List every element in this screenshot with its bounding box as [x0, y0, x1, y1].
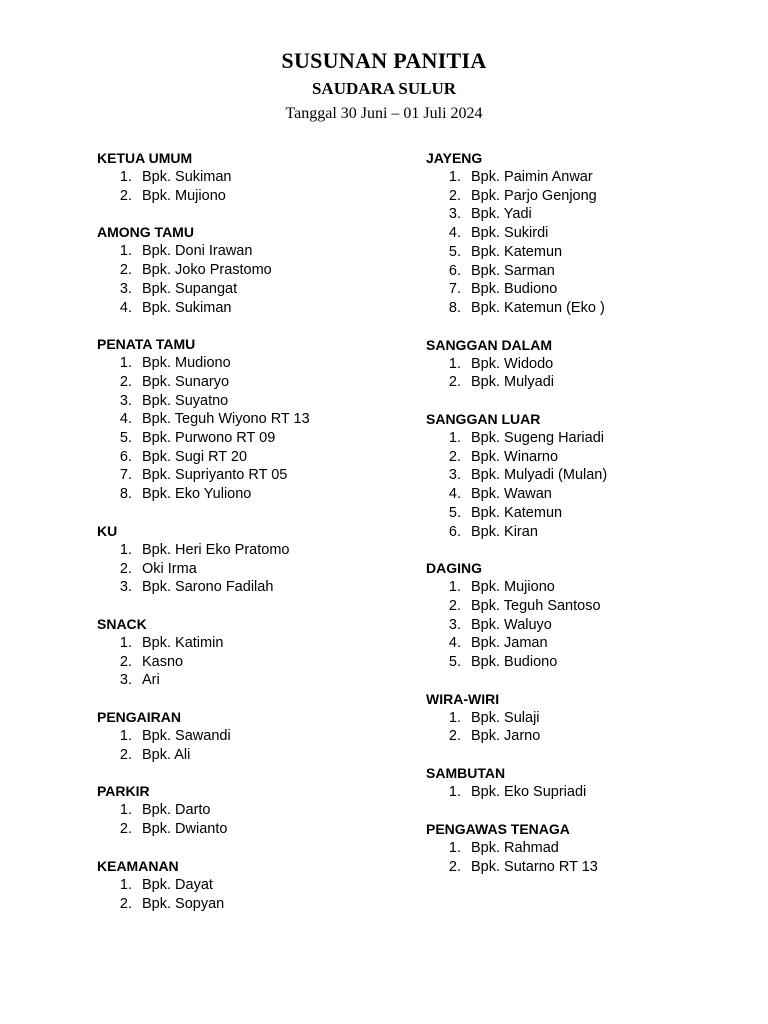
member-name: Bpk. Mujiono	[471, 579, 555, 596]
member-name: Bpk. Eko Yuliono	[142, 486, 252, 503]
list-item	[426, 504, 726, 523]
member-name: Bpk. Eko Supriadi	[471, 784, 587, 801]
section-title: PENATA TAMU	[97, 336, 196, 353]
list-number: 2.	[448, 858, 461, 875]
member-name: Bpk. Katemun	[471, 504, 563, 521]
member-name: Bpk. Rahmad	[471, 839, 559, 856]
member-list	[426, 429, 726, 541]
list-item	[426, 578, 726, 597]
list-number: 4.	[448, 225, 461, 242]
section-pengawas-tenaga	[426, 820, 726, 876]
list-item	[426, 597, 726, 616]
member-name: Bpk. Teguh Wiyono RT 13	[142, 411, 310, 428]
member-name: Bpk. Sunaryo	[142, 373, 230, 390]
list-item	[97, 392, 397, 411]
list-number: 1.	[119, 541, 132, 558]
section-jayeng	[426, 149, 726, 318]
member-name: Bpk. Sugeng Hariadi	[471, 430, 604, 447]
list-number: 2.	[448, 374, 461, 391]
list-item	[97, 727, 397, 746]
list-item	[426, 187, 726, 206]
section-sanggan-dalam	[426, 336, 726, 392]
member-name: Bpk. Jaman	[471, 635, 548, 652]
list-number: 2.	[448, 187, 461, 204]
list-item	[97, 280, 397, 299]
member-name: Bpk. Heri Eko Pratomo	[142, 541, 290, 558]
list-number: 3.	[448, 616, 461, 633]
member-list	[426, 355, 726, 392]
list-number: 1.	[448, 355, 461, 372]
list-number: 7.	[119, 467, 132, 484]
member-list	[97, 634, 397, 690]
member-name: Bpk. Joko Prastomo	[142, 262, 272, 279]
member-name: Bpk. Sukiman	[142, 169, 232, 185]
section-title: KETUA UMUM	[97, 150, 193, 166]
list-item	[97, 895, 397, 914]
section-title: JAYENG	[426, 150, 483, 166]
list-item	[426, 299, 726, 318]
member-list	[97, 727, 397, 764]
list-item	[426, 373, 726, 392]
member-list	[426, 783, 726, 802]
member-name: Bpk. Parjo Genjong	[471, 187, 597, 204]
member-name: Ari	[142, 672, 160, 689]
member-name: Bpk. Sulaji	[471, 709, 540, 726]
member-name: Bpk. Suyatno	[142, 392, 229, 409]
list-item	[426, 429, 726, 448]
member-name: Bpk. Kiran	[471, 523, 538, 540]
list-item	[97, 261, 397, 280]
list-number: 2.	[119, 560, 132, 577]
section-title: SANGGAN DALAM	[426, 336, 552, 353]
list-number: 3.	[119, 392, 132, 409]
list-number: 2.	[119, 821, 132, 838]
section-ku	[97, 522, 397, 597]
member-name: Bpk. Wawan	[471, 486, 552, 503]
member-name: Bpk. Mujiono	[142, 187, 226, 204]
list-number: 2.	[119, 746, 132, 763]
member-name: Bpk. Ali	[142, 746, 191, 763]
list-item	[97, 242, 397, 261]
member-name: Bpk. Sugi RT 20	[142, 448, 248, 465]
section-title: PARKIR	[97, 783, 150, 800]
member-name: Bpk. Dayat	[142, 876, 213, 893]
section-title: KU	[97, 522, 118, 539]
list-number: 1.	[119, 169, 132, 185]
member-name: Bpk. Supriyanto RT 05	[142, 467, 288, 484]
member-list	[426, 839, 726, 876]
member-name: Bpk. Winarno	[471, 448, 559, 465]
section-title: DAGING	[426, 560, 482, 577]
list-item	[97, 578, 397, 597]
section-penata-tamu	[97, 335, 397, 504]
section-pengairan	[97, 708, 397, 764]
list-number: 4.	[448, 486, 461, 503]
list-number: 2.	[119, 895, 132, 912]
list-number: 1.	[448, 579, 461, 596]
list-item	[97, 429, 397, 448]
section-title: KEAMANAN	[97, 857, 179, 874]
member-name: Bpk. Widodo	[471, 355, 554, 372]
member-list	[426, 709, 726, 746]
list-item	[426, 355, 726, 374]
member-name: Bpk. Mulyadi (Mulan)	[471, 467, 608, 484]
member-name: Bpk. Sarono Fadilah	[142, 579, 274, 596]
list-item	[426, 783, 726, 802]
list-item	[97, 746, 397, 765]
member-name: Bpk. Jarno	[471, 728, 541, 745]
list-number: 8.	[119, 486, 132, 503]
left-column	[97, 149, 397, 931]
list-number: 1.	[119, 728, 132, 745]
list-item	[426, 466, 726, 485]
member-name: Bpk. Katemun	[471, 243, 563, 260]
list-number: 3.	[448, 206, 461, 223]
section-daging	[426, 559, 726, 672]
document-date: Tanggal 30 Juni – 01 Juli 2024	[285, 105, 483, 122]
list-number: 5.	[448, 243, 461, 260]
list-number: 1.	[119, 876, 132, 893]
list-number: 2.	[448, 728, 461, 745]
list-number: 5.	[448, 504, 461, 521]
list-item	[97, 299, 397, 318]
member-name: Bpk. Supangat	[142, 280, 238, 297]
section-wira-wiri	[426, 690, 726, 746]
list-number: 1.	[119, 802, 132, 819]
member-name: Kasno	[142, 653, 184, 670]
list-item	[426, 243, 726, 262]
member-name: Bpk. Budiono	[471, 281, 558, 298]
list-number: 2.	[119, 373, 132, 390]
list-number: 2.	[448, 448, 461, 465]
list-item	[97, 485, 397, 504]
list-item	[97, 541, 397, 560]
member-name: Bpk. Mulyadi	[471, 374, 555, 391]
list-item	[97, 448, 397, 467]
list-number: 4.	[119, 411, 132, 428]
member-list	[97, 541, 397, 597]
list-number: 4.	[119, 299, 132, 316]
list-number: 1.	[119, 634, 132, 651]
list-number: 7.	[448, 281, 461, 298]
list-number: 1.	[448, 709, 461, 726]
list-item	[426, 727, 726, 746]
section-title: SANGGAN LUAR	[426, 411, 541, 428]
list-item	[426, 448, 726, 467]
list-item	[426, 168, 726, 187]
right-column	[426, 149, 726, 894]
document-header	[0, 48, 768, 124]
list-number: 1.	[119, 243, 132, 260]
member-name: Bpk. Sawandi	[142, 728, 231, 745]
member-name: Oki Irma	[142, 560, 197, 577]
list-item	[97, 187, 397, 206]
member-list	[97, 876, 397, 913]
member-list	[426, 168, 726, 318]
member-name: Bpk. Teguh Santoso	[471, 597, 601, 614]
section-title: AMONG TAMU	[97, 224, 194, 241]
list-item	[97, 466, 397, 485]
member-list	[97, 354, 397, 504]
list-item	[97, 410, 397, 429]
list-item	[426, 205, 726, 224]
list-number: 8.	[448, 299, 461, 316]
list-item	[97, 354, 397, 373]
list-number: 5.	[119, 430, 132, 447]
member-name: Bpk. Katimin	[142, 634, 224, 651]
member-list	[97, 801, 397, 838]
member-name: Bpk. Katemun (Eko )	[471, 299, 605, 316]
list-number: 3.	[448, 467, 461, 484]
member-name: Bpk. Darto	[142, 802, 211, 819]
list-number: 5.	[448, 654, 461, 671]
member-name: Bpk. Waluyo	[471, 616, 552, 633]
list-item	[97, 671, 397, 690]
section-sanggan-luar	[426, 410, 726, 541]
document-title: SUSUNAN PANITIA	[281, 48, 487, 73]
list-item	[97, 653, 397, 672]
section-keamanan	[97, 857, 397, 913]
list-item	[426, 709, 726, 728]
member-name: Bpk. Sukiman	[142, 299, 232, 316]
member-name: Bpk. Paimin Anwar	[471, 169, 593, 185]
list-number: 2.	[448, 597, 461, 614]
member-name: Bpk. Yadi	[471, 206, 532, 223]
member-name: Bpk. Doni Irawan	[142, 243, 253, 260]
list-item	[426, 280, 726, 299]
member-name: Bpk. Sutarno RT 13	[471, 858, 598, 875]
list-item	[97, 876, 397, 895]
section-title: SAMBUTAN	[426, 765, 506, 782]
member-list	[426, 578, 726, 672]
member-name: Bpk. Sarman	[471, 262, 555, 279]
section-ketua-umum	[97, 149, 397, 205]
list-item	[426, 839, 726, 858]
list-item	[426, 485, 726, 504]
list-number: 6.	[119, 448, 132, 465]
list-number: 2.	[119, 262, 132, 279]
section-title: PENGAWAS TENAGA	[426, 820, 570, 837]
list-number: 1.	[448, 839, 461, 856]
document-subtitle: SAUDARA SULUR	[311, 79, 457, 98]
list-item	[426, 858, 726, 877]
member-list	[97, 168, 397, 205]
member-name: Bpk. Sopyan	[142, 895, 225, 912]
list-item	[426, 653, 726, 672]
section-sambutan	[426, 764, 726, 802]
section-title: PENGAIRAN	[97, 709, 182, 726]
list-number: 4.	[448, 635, 461, 652]
list-item	[426, 634, 726, 653]
list-item	[426, 523, 726, 542]
member-name: Bpk. Sukirdi	[471, 225, 549, 242]
member-list	[97, 242, 397, 317]
list-item	[97, 820, 397, 839]
member-name: Bpk. Budiono	[471, 654, 558, 671]
list-item	[97, 373, 397, 392]
section-title: SNACK	[97, 615, 147, 632]
list-item	[426, 224, 726, 243]
list-number: 1.	[448, 784, 461, 801]
section-snack	[97, 615, 397, 690]
member-name: Bpk. Dwianto	[142, 821, 228, 838]
list-number: 1.	[119, 355, 132, 372]
list-number: 2.	[119, 187, 132, 204]
list-number: 2.	[119, 653, 132, 670]
list-item	[97, 168, 397, 187]
section-title: WIRA-WIRI	[426, 690, 500, 707]
section-among-tamu	[97, 223, 397, 317]
section-parkir	[97, 782, 397, 838]
list-number: 6.	[448, 523, 461, 540]
list-number: 6.	[448, 262, 461, 279]
list-item	[426, 262, 726, 281]
member-name: Bpk. Purwono RT 09	[142, 430, 276, 447]
list-number: 3.	[119, 280, 132, 297]
list-item	[97, 634, 397, 653]
list-item	[426, 616, 726, 635]
list-item	[97, 801, 397, 820]
list-number: 3.	[119, 672, 132, 689]
member-name: Bpk. Mudiono	[142, 355, 231, 372]
list-number: 1.	[448, 430, 461, 447]
list-number: 1.	[448, 169, 461, 185]
list-number: 3.	[119, 579, 132, 596]
list-item	[97, 560, 397, 579]
